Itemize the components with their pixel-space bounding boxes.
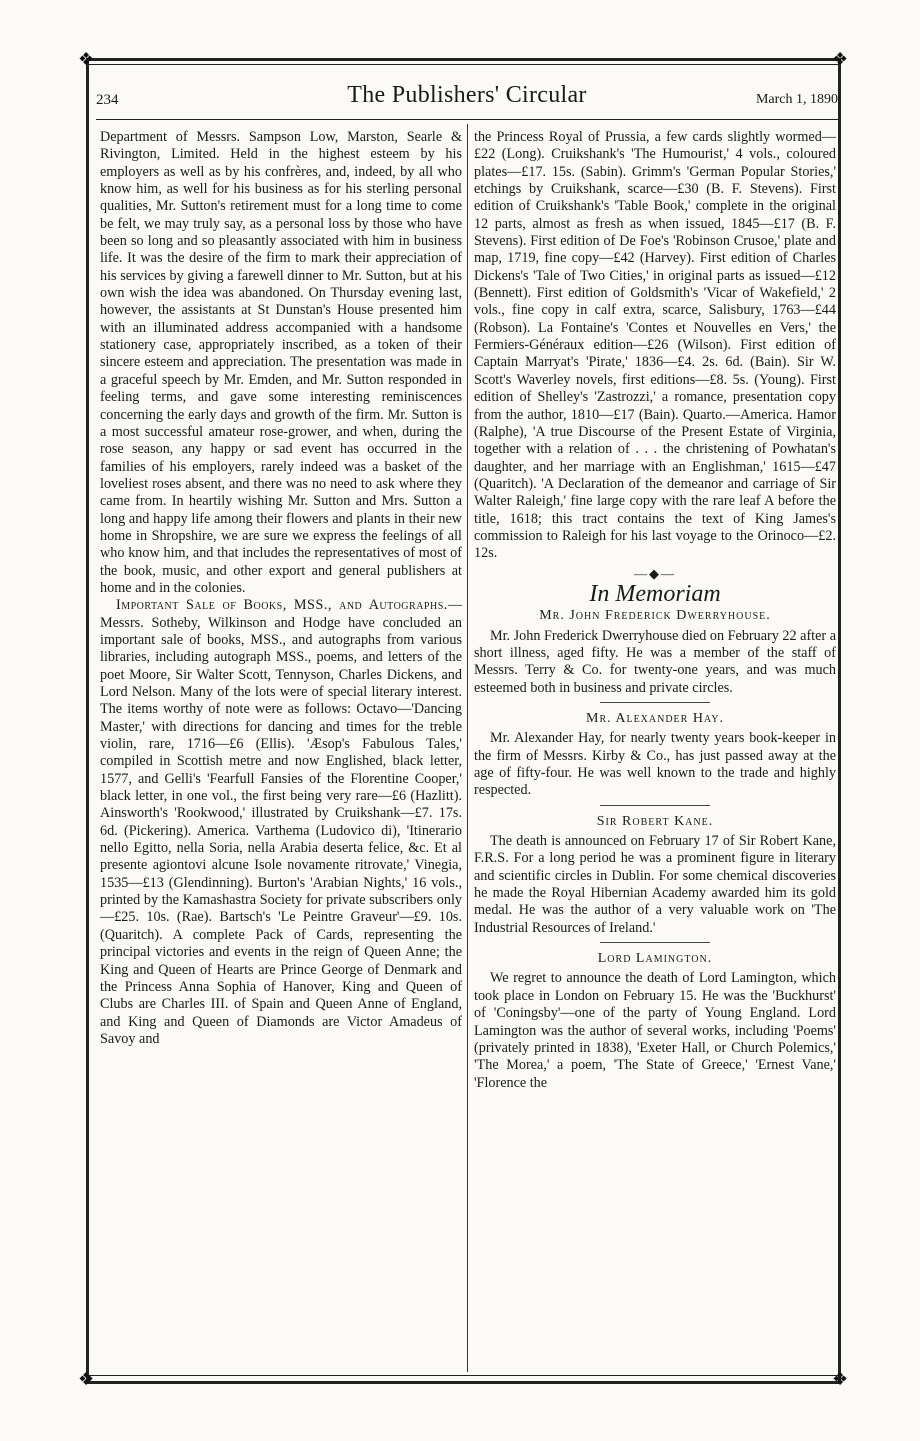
sale-article-text: —Messrs. Sotheby, Wilkinson and Hodge have concluded an important sale of books, MSS., and autographs from various libraries, including autograph MSS., poems, and letters of the poet Moore, Sir Walter Scott, Tennyson, Charles Dickens, and Lord Nelson. Many of the lots were of special literary interest. The items worthy of note were as follows: Octavo—'Dancing Master,' with directions for dancing and times for the treble violin, rare, 1716—£6 (Ellis). 'Æsop's Fabulous Tales,' compiled in Scottish metre and now Englished, black letter, 1577, and Gelli's 'Fearfull Fansies of the Florentine Cooper,' black letter, in one vol., the first being very rare—£6 (Hazlitt). Ainsworth's 'Rookwood,' illustrated by Cruikshank—£7. 17s. 6d. (Pickering). America. Varthema (Ludovico di), 'Itinerario nello Egitto, nella Soria, nella Arabia deserta felice, &c. Et al presente agiontovi alcune Isole novamente ritrovate,' Vinegia, 1535—£13 (Glendinning). Burton's 'Arabian Nights,' 16 vols., printed by the Kamashastra Society for private subscribers only—£25. 10s. (Rae). Bartsch's 'Le Peintre Graveur'—£9. 10s. (Quaritch). A complete Pack of Cards, representing the principal victories and events in the reign of Queen Anne; the King and Queen of Hearts are Prince George of Denmark and the Princess Anna Sophia of Hanover, King and Queen of Clubs are Charles III. of Spain and Queen Anne of England, and King and Queen of Diamonds are Victor Amadeus of Savoy and (100, 597, 462, 1047)
memoriam-heading: In Memoriam (589, 580, 721, 607)
sale-article-heading: Important Sale of Books, MSS., and Autographs. (116, 597, 448, 614)
obituary-heading: Mr. John Frederick Dwerryhouse. (539, 608, 771, 624)
obituary-divider (600, 805, 710, 806)
journal-title: The Publishers' Circular (347, 82, 587, 108)
obituary-heading: Lord Lamington. (597, 951, 713, 967)
obituary-heading: Mr. Alexander Hay. (586, 711, 724, 726)
left-border-rule (86, 58, 89, 1384)
right-column (474, 129, 836, 1092)
obituary-text: The death is announced on February 17 of Sir Robert Kane, F.R.S. For a long period he was a prominent figure in literary and scientific circles in Dublin. For some chemical discoveries he made the Royal Hibernian Academy awarded him its gold medal. He was the author of a very valuable work on 'The Industrial Resources of Ireland.' (474, 833, 836, 936)
corner-ornament-icon: ❖ (832, 49, 849, 69)
corner-ornament-icon: ❖ (78, 1369, 95, 1389)
section-separator-ornament: —◆— (634, 565, 676, 581)
top-border-rule (88, 58, 840, 61)
left-column (100, 129, 462, 1048)
right-border-rule (838, 58, 841, 1384)
bottom-border-rule (88, 1381, 840, 1384)
sutton-article-text: Department of Messrs. Sampson Low, Marston, Searle & Rivington, Limited. Held in the highest esteem by his employers as well as by his confrères, and, indeed, by all who know him, as well for his business as for his sterling personal qualities, Mr. Sutton's retirement must for a long time to come be felt, we may truly say, as a personal loss by those who have been so long and so pleasantly associated with him in business life. It was the desire of the firm to mark their appreciation of his services by giving a farewell dinner to Mr. Sutton, but at his own wish the idea was abandoned. On Thursday evening last, however, the assistants at St Dunstan's House presented him with an illuminated address accompanied with a handsome stationery case, appropriately inscribed, as a token of their sincere esteem and appreciation. The presentation was made in a graceful speech by Mr. Emden, and Mr. Sutton responded in feeling terms, and gave some interesting reminiscences concerning the early days and growth of the firm. Mr. Sutton is a most successful amateur rose-grower, and when, during the rose season, any happy or sad event has occurred in the families of his employers, rarely indeed was a basket of the loveliest roses absent, and there was no need to ask where they came from. In heartily wishing Mr. Sutton and Mrs. Sutton a long and happy life among their flowers and plants in their new home in Shropshire, we are sure we express the feelings of all who know him, and that includes the representatives of most of the book, music, and other export and general publishers at home and in the colonies. (100, 129, 462, 596)
issue-date: March 1, 1890 (755, 92, 838, 107)
obituary-divider (600, 702, 710, 703)
top-border-rule-thin (88, 64, 840, 65)
obituary-divider (600, 942, 710, 943)
bottom-border-rule-thin (88, 1375, 840, 1376)
obituary-heading: Sir Robert Kane. (596, 813, 714, 829)
sale-article (100, 597, 462, 1048)
page-number: 234 (96, 92, 119, 108)
corner-ornament-icon: ❖ (78, 49, 95, 69)
obituary-text: Mr. Alexander Hay, for nearly twenty years book-keeper in the firm of Messrs. Kirby & Co., has just passed away at the age of fifty-four. He was well known to the trade and highly respected. (474, 730, 836, 799)
header-rule (96, 119, 838, 120)
obituary-text: We regret to announce the death of Lord Lamington, which took place in London on February 15. He was the 'Buckhurst' of 'Coningsby'—one of the party of Young England. Lord Lamington was the author of several works, including 'Poems' (privately printed in 1838), 'Exeter Hall, or Church Polemics,' 'The Morea,' a poem, 'The State of Greece,' 'Ernest Vane,' 'Florence the (474, 970, 836, 1091)
column-divider (467, 124, 468, 1372)
sale-article-continued: the Princess Royal of Prussia, a few cards slightly wormed—£22 (Long). Cruikshank's 'The Humourist,' 4 vols., coloured plates—£17. 15s. (Sabin). Grimm's 'German Popular Stories,' etchings by Cruikshank, scarce—£30 (B. F. Stevens). First edition of Cruikshank's 'Table Book,' complete in the original 12 parts, almost as fresh as when issued, 1845—£17 (B. F. Stevens). First edition of De Foe's 'Robinson Crusoe,' plate and map, 1719, fine copy—£42 (Harvey). First edition of Charles Dickens's 'Tale of Two Cities,' in original parts as issued—£12 (Bennett). First edition of Goldsmith's 'Vicar of Wakefield,' 2 vols., fine copy in calf extra, scarce, Salisbury, 1763—£44 (Robson). La Fontaine's 'Contes et Nouvelles en Vers,' the Fermiers-Généraux edition—£26 (Wilson). First edition of Captain Marryat's 'Pirate,' 1836—£4. 2s. 6d. (Bain). Sir W. Scott's Waverley novels, first editions—£8. 5s. (Young). First edition of Shelley's 'Zastrozzi,' a romance, presentation copy from the author, 1810—£17 (Bain). Quarto.—America. Hamor (Ralphe), 'A true Discourse of the Present Estate of Virginia, together with a relation of . . . the christening of Powhatan's daughter, and her marriage with an Englishman,' 1615—£47 (Quaritch). 'A Declaration of the demeanor and carriage of Sir Walter Raleigh,' fine large copy with the rare leaf A before the title, 1618; this tract contains the text of King James's commission to Raleigh for his last voyage to the Orinoco—£2. 12s. (474, 129, 836, 562)
corner-ornament-icon: ❖ (832, 1369, 849, 1389)
obituary-text: Mr. John Frederick Dwerryhouse died on February 22 after a short illness, aged fifty. He was a member of the staff of Messrs. Terry & Co. for twenty-one years, and was much esteemed both in business and private circles. (474, 627, 836, 696)
page-header (96, 80, 838, 114)
